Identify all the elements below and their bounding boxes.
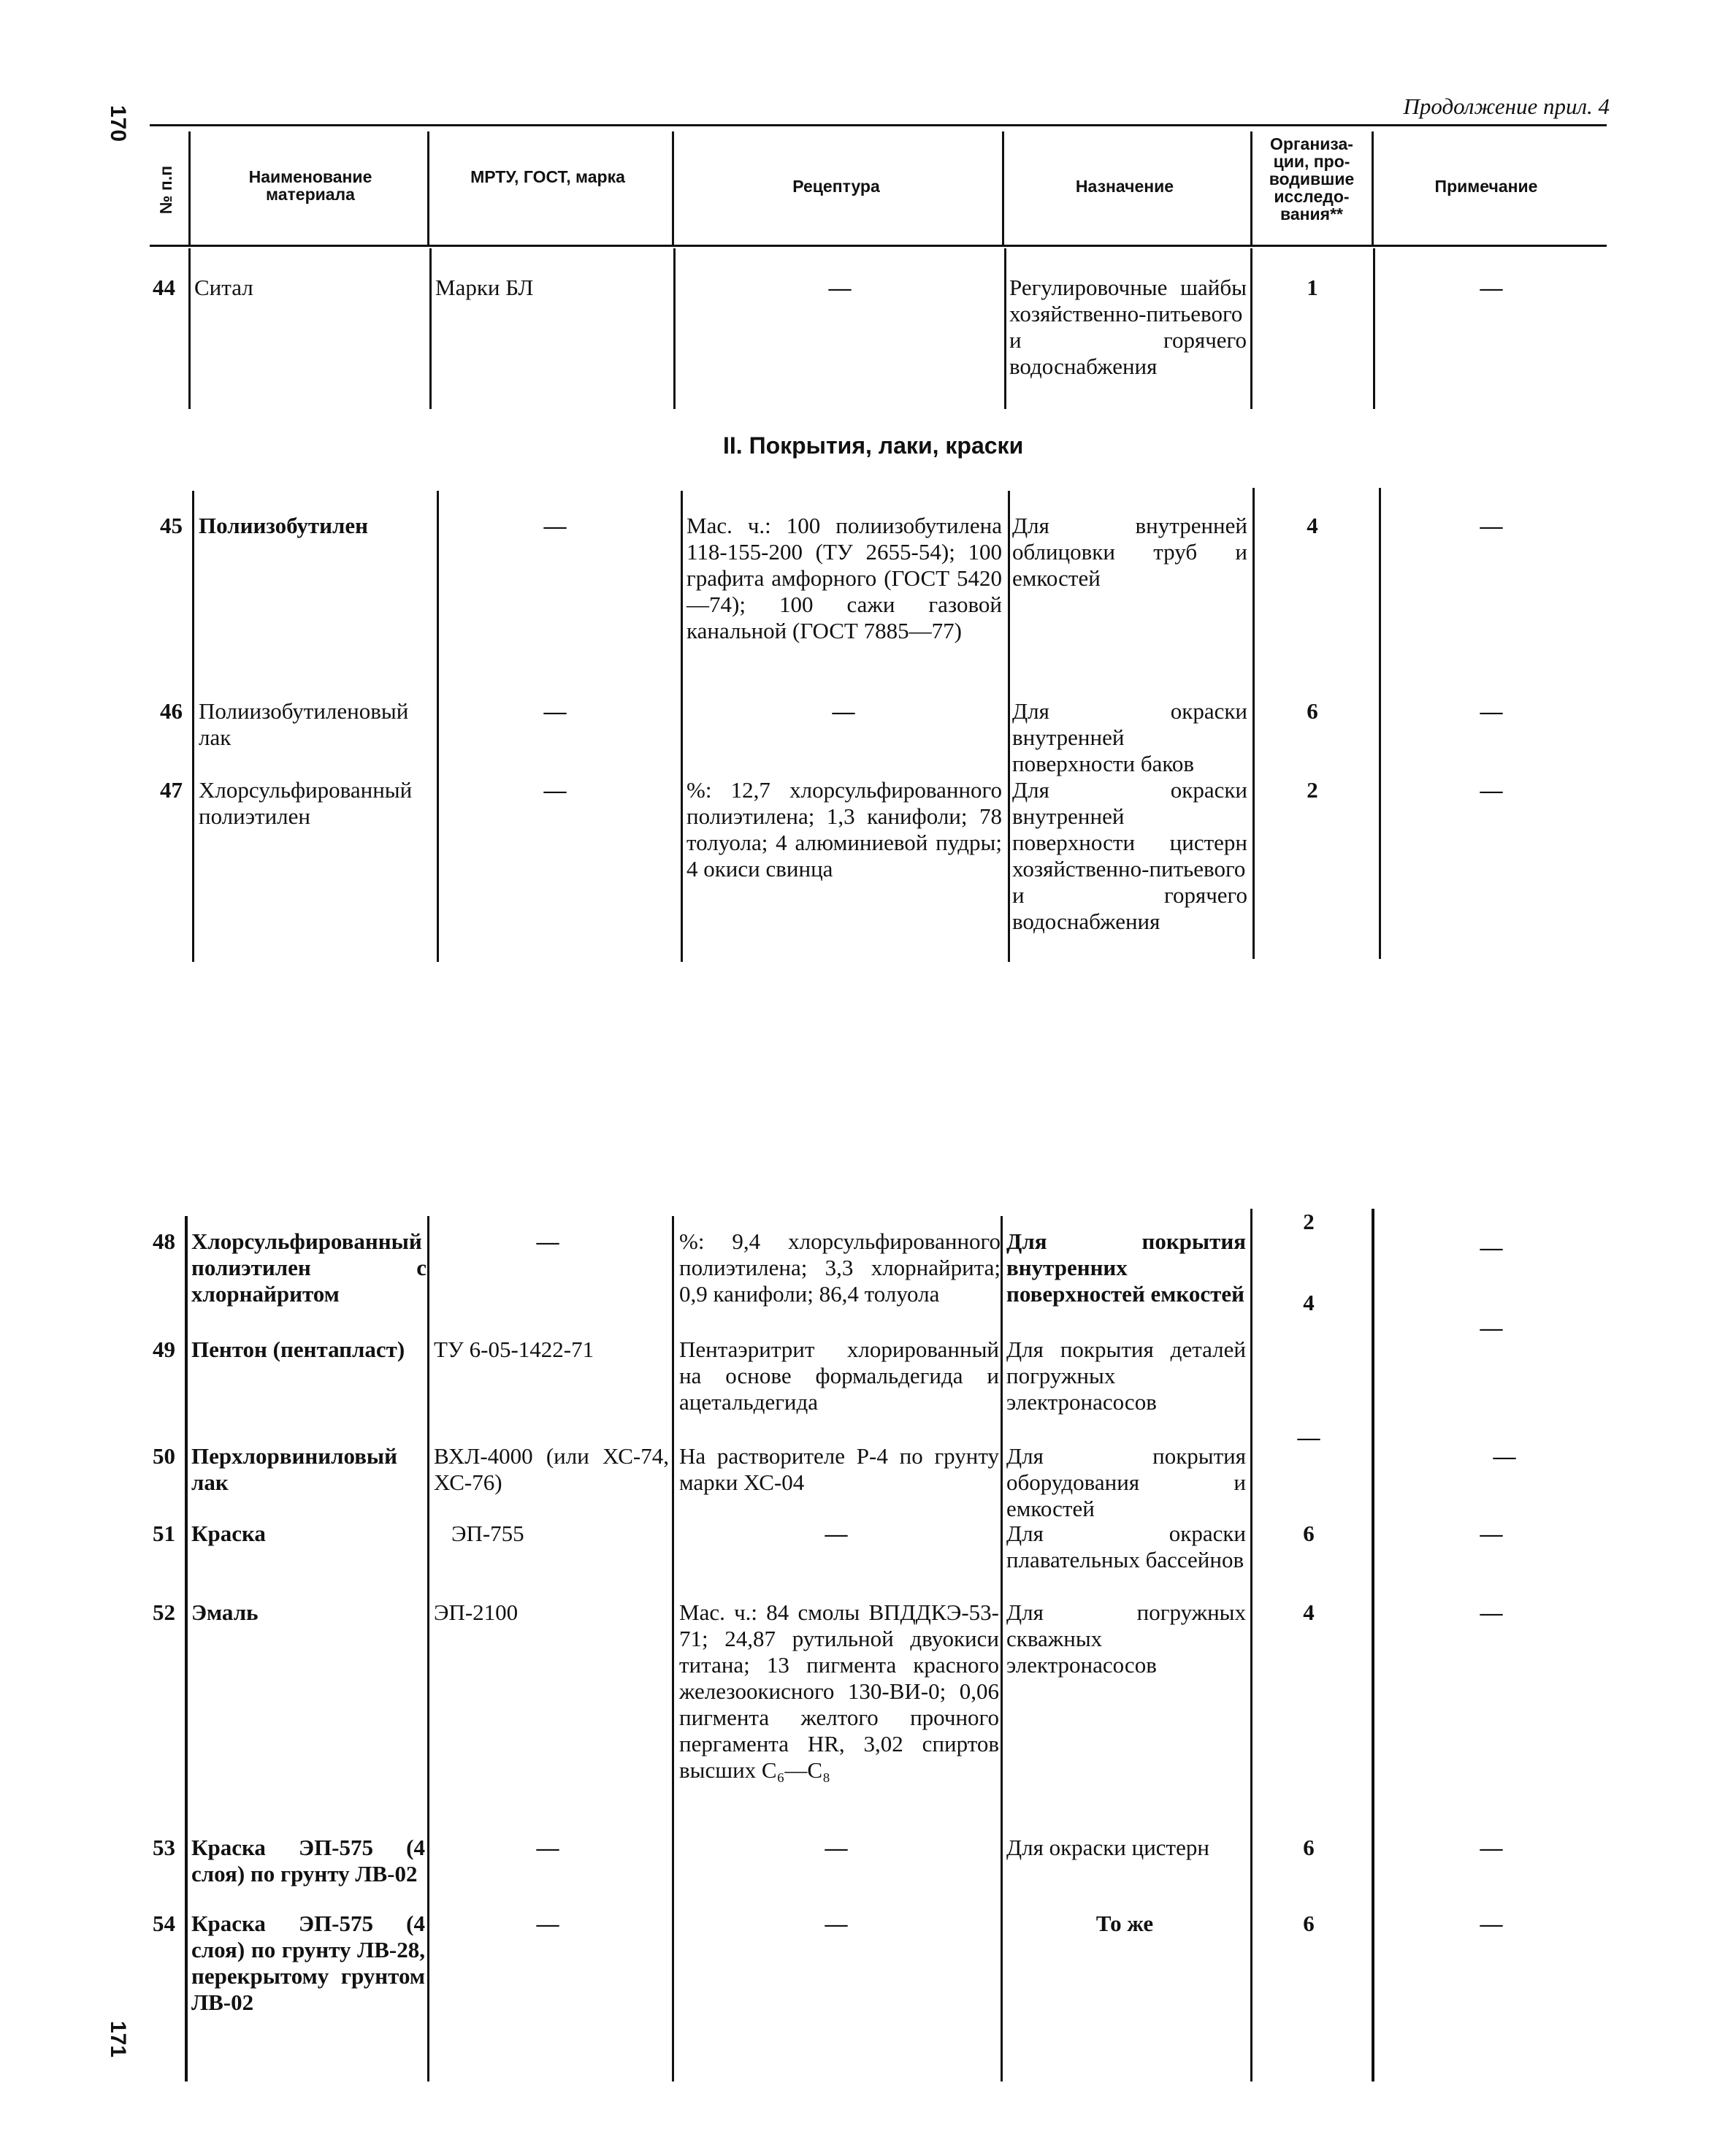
row-purpose: Для покрытия деталей погружных электронасосов bbox=[1006, 1337, 1246, 1415]
row-name: Эмаль bbox=[191, 1599, 259, 1625]
row-org: 6 bbox=[1303, 1911, 1315, 1936]
row-purpose: Для покрытия оборудования и емкостей bbox=[1006, 1443, 1246, 1521]
row-note: — bbox=[1480, 1234, 1503, 1260]
header-mrtu: МРТУ, ГОСТ, марка bbox=[470, 167, 625, 186]
header-purpose: Назначение bbox=[1075, 177, 1174, 196]
row-mrtu: ТУ 6-05-1422-71 bbox=[434, 1337, 594, 1362]
row-note: — bbox=[1493, 1443, 1516, 1469]
row-name: Перхлорвиниловый лак bbox=[191, 1443, 397, 1495]
row-name: Хлорсульфированный полиэтилен с хлорнайритом bbox=[191, 1228, 427, 1307]
row-note: — bbox=[1480, 777, 1503, 803]
row-org: 4 bbox=[1303, 1599, 1315, 1625]
row-purpose: Для окраски внутренней поверхности баков bbox=[1012, 698, 1247, 776]
column-rule bbox=[1252, 488, 1255, 959]
row-purpose: Для покрытия внутренних поверхностей емкостей bbox=[1006, 1228, 1246, 1307]
row-number: 54 bbox=[153, 1911, 175, 1936]
row-note: — bbox=[1480, 1835, 1503, 1860]
header-divider bbox=[427, 131, 429, 245]
header-divider bbox=[1002, 131, 1004, 245]
row-number: 46 bbox=[160, 698, 183, 724]
row-org: — bbox=[1297, 1424, 1320, 1450]
row-number: 53 bbox=[153, 1835, 175, 1860]
row-note: — bbox=[1480, 1599, 1503, 1625]
row-name: Краска bbox=[191, 1521, 266, 1546]
column-rule bbox=[429, 248, 432, 409]
header-divider bbox=[188, 131, 191, 245]
column-rule bbox=[673, 248, 676, 409]
row-number: 44 bbox=[153, 275, 175, 300]
header-name: Наименование материала bbox=[248, 167, 372, 204]
row-mrtu: — bbox=[536, 1228, 559, 1254]
column-rule bbox=[1250, 248, 1252, 409]
header-note: Примечание bbox=[1434, 177, 1538, 196]
row-org: 4 bbox=[1307, 513, 1318, 538]
row-purpose: Для окраски цистерн bbox=[1006, 1835, 1209, 1860]
column-rule bbox=[1372, 1209, 1374, 2082]
header-top-rule bbox=[150, 124, 1607, 126]
column-rule bbox=[681, 491, 683, 962]
section-title: II. Покрытия, лаки, краски bbox=[723, 432, 1024, 459]
row-name: Полиизобутилен bbox=[199, 513, 369, 538]
row-recipe: Пентаэритрит хлорированный на основе формальдегида и ацетальдегида bbox=[679, 1337, 999, 1415]
column-rule bbox=[192, 491, 194, 962]
continuation-note: Продолжение прил. 4 bbox=[1403, 93, 1610, 119]
column-rule bbox=[437, 491, 439, 962]
row-org: 6 bbox=[1307, 698, 1318, 724]
row-mrtu: ЭП-2100 bbox=[434, 1599, 519, 1625]
row-mrtu: — bbox=[543, 777, 567, 803]
row-mrtu: Марки БЛ bbox=[435, 275, 534, 300]
header-recipe: Рецептура bbox=[792, 177, 880, 196]
row-number: 45 bbox=[160, 513, 183, 538]
row-purpose: Регулировочные шайбы хозяйственно-питьевого и горячего водоснабжения bbox=[1009, 275, 1247, 379]
header-divider bbox=[1372, 131, 1374, 245]
row-name: Полиизобутиленовый лак bbox=[199, 698, 409, 750]
row-org-secondary: 4 bbox=[1303, 1290, 1315, 1315]
row-recipe: %: 12,7 хлорсульфированного полиэтилена; 1,3 канифоли; 78 толуола; 4 алюминиевой пудры; 4 окиси свинца bbox=[686, 777, 1002, 882]
column-rule bbox=[185, 1216, 188, 2082]
row-org: 1 bbox=[1307, 275, 1318, 300]
row-name: Краска ЭП-575 (4 слоя) по грунту ЛВ-28, перекрытому грунтом ЛВ-02 bbox=[191, 1911, 425, 2015]
row-purpose: Для погружных скважных электронасосов bbox=[1006, 1599, 1246, 1678]
column-rule bbox=[1008, 491, 1010, 962]
column-rule bbox=[1004, 248, 1006, 409]
row-recipe: На растворителе Р-4 по грунту марки ХС-04 bbox=[679, 1443, 999, 1495]
row-number: 47 bbox=[160, 777, 183, 803]
column-rule bbox=[427, 1216, 429, 2082]
header-org: Организа- ции, про- водившие исследо- вания** bbox=[1269, 134, 1355, 223]
row-recipe: — bbox=[825, 1835, 848, 1860]
column-rule bbox=[188, 248, 191, 409]
row-mrtu: — bbox=[536, 1911, 559, 1936]
row-recipe: — bbox=[825, 1521, 848, 1546]
row-number: 48 bbox=[153, 1228, 175, 1254]
header-bottom-rule bbox=[150, 245, 1607, 247]
header-divider bbox=[672, 131, 674, 245]
page-number-top: 170 bbox=[106, 104, 131, 142]
row-number: 50 bbox=[153, 1443, 175, 1469]
row-mrtu: ЭП-755 bbox=[451, 1521, 524, 1546]
row-org: 2 bbox=[1303, 1209, 1315, 1234]
row-note: — bbox=[1480, 698, 1503, 724]
row-purpose: Для окраски плавательных бассейнов bbox=[1006, 1521, 1246, 1572]
row-name: Хлорсульфированный полиэтилен bbox=[199, 777, 413, 829]
row-number: 49 bbox=[153, 1337, 175, 1362]
row-mrtu: — bbox=[543, 698, 567, 724]
row-number: 52 bbox=[153, 1599, 175, 1625]
row-mrtu: — bbox=[536, 1835, 559, 1860]
row-org: 2 bbox=[1307, 777, 1318, 803]
row-recipe: — bbox=[825, 1911, 848, 1936]
column-rule bbox=[672, 1216, 674, 2082]
row-recipe: Мас. ч.: 100 полиизобутилена 118-155-200 (ТУ 2655-54); 100 графита амфорного (ГОСТ 5420—74); 100 сажи газовой канальной (ГОСТ 7885—77) bbox=[686, 513, 1002, 643]
row-recipe: — bbox=[832, 698, 855, 724]
row-mrtu: ВХЛ-4000 (или ХС-74, ХС-76) bbox=[434, 1443, 669, 1495]
column-rule bbox=[1001, 1216, 1003, 2082]
column-rule bbox=[1373, 248, 1375, 409]
row-note: — bbox=[1480, 1911, 1503, 1936]
header-divider bbox=[1250, 131, 1252, 245]
row-recipe: Мас. ч.: 84 смолы ВПДДКЭ-53-71; 24,87 рутильной двуокиси титана; 13 пигмента красного железоокисного 130-ВИ-0; 0,06 пигмента желтого прочного пергамента HR, 3,02 спиртов высших C₆—C₈ bbox=[679, 1599, 999, 1783]
row-org: 6 bbox=[1303, 1835, 1315, 1860]
row-purpose: Для внутренней облицовки труб и емкостей bbox=[1012, 513, 1247, 591]
row-name: Пентон (пентапласт) bbox=[191, 1337, 405, 1362]
row-recipe: — bbox=[828, 275, 852, 300]
column-rule bbox=[1379, 488, 1381, 959]
row-note: — bbox=[1480, 1521, 1503, 1546]
row-name: Ситал bbox=[194, 275, 253, 300]
row-mrtu: — bbox=[543, 513, 567, 538]
row-org: 6 bbox=[1303, 1521, 1315, 1546]
row-purpose: То же bbox=[1095, 1911, 1154, 1936]
row-note: — bbox=[1480, 1315, 1503, 1340]
row-number: 51 bbox=[153, 1521, 175, 1546]
row-recipe: %: 9,4 хлорсульфированного полиэтилена; 3,3 хлорнайрита; 0,9 канифоли; 86,4 толуола bbox=[679, 1228, 1001, 1307]
header-num: № п.п bbox=[156, 165, 175, 215]
row-name: Краска ЭП-575 (4 слоя) по грунту ЛВ-02 bbox=[191, 1835, 425, 1886]
row-purpose: Для окраски внутренней поверхности цистерн хозяйственно-питьевого и горячего водоснабжения bbox=[1012, 777, 1247, 934]
row-note: — bbox=[1480, 513, 1503, 538]
row-note: — bbox=[1480, 275, 1503, 300]
column-rule bbox=[1250, 1209, 1252, 2082]
page-number-bottom: 171 bbox=[106, 2020, 131, 2058]
